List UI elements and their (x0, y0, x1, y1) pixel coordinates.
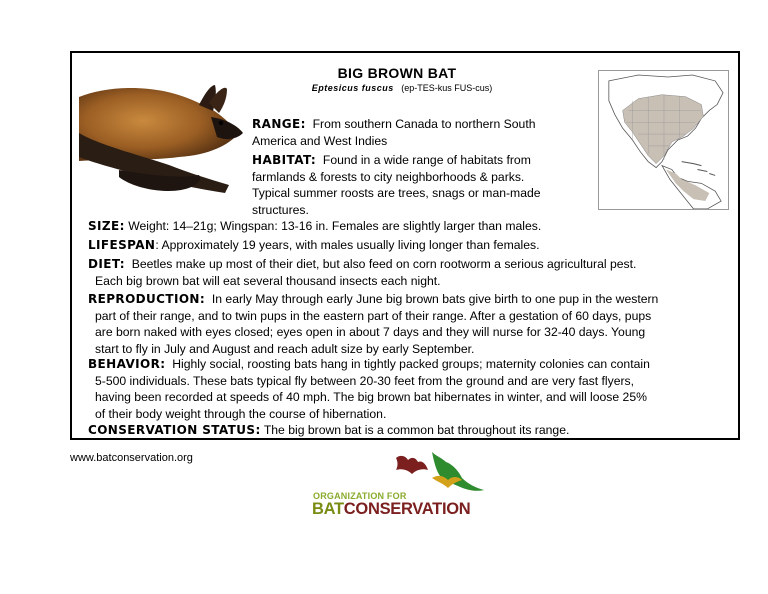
range-map-icon (598, 70, 729, 210)
habitat-line-1: Found in a wide range of habitats from (322, 153, 531, 167)
diet-line-2: Each big brown bat will eat several thousand insects each night. (95, 273, 441, 288)
size-section (88, 218, 738, 235)
diet-line-1: Beetles make up most of their diet, but also feed on corn rootworm a serious agricultural pest. (131, 257, 637, 271)
range-line-2: America and West Indies (252, 133, 388, 148)
bat-silhouettes-icon (312, 450, 492, 492)
habitat-line-2: farmlands & forests to city neighborhoods & parks. (252, 169, 525, 184)
lifespan-section (88, 237, 738, 254)
logo-main-text (312, 500, 470, 519)
reproduction-label: REPRODUCTION: (88, 292, 206, 306)
size-label: SIZE: (88, 219, 125, 233)
behavior-line-3: having been recorded at speeds of 40 mph. The big brown bat hibernates in winter, and will loose 25% (95, 390, 647, 404)
conservation-section (88, 422, 738, 439)
pronunciation: (ep-TES-kus FUS-cus) (401, 83, 493, 93)
behavior-section (88, 356, 738, 422)
conservation-label: CONSERVATION STATUS: (88, 423, 261, 437)
conservation-text: The big brown bat is a common bat throughout its range. (263, 423, 570, 437)
range-section (252, 116, 582, 149)
range-label: RANGE: (252, 117, 306, 131)
website-link[interactable]: www.batconservation.org (70, 452, 193, 464)
habitat-line-3: Typical summer roosts are trees, snags or man-made (252, 186, 541, 200)
behavior-line-4: of their body weight through the course of hibernation. (95, 406, 387, 421)
reproduction-section (88, 291, 738, 357)
organization-logo (312, 450, 492, 520)
scientific-name-line (222, 83, 582, 93)
species-card (70, 51, 740, 440)
habitat-section (252, 152, 592, 218)
lifespan-label: LIFESPAN (88, 238, 156, 252)
behavior-line-2: 5-500 individuals. These bats typical fly between 20-30 feet from the ground and are very fast flyers, (95, 373, 635, 388)
habitat-label: HABITAT: (252, 153, 317, 167)
diet-section (88, 256, 738, 289)
logo-small-text: ORGANIZATION FOR (313, 491, 407, 501)
size-text: Weight: 14–21g; Wingspan: 13-16 in. Females are slightly larger than males. (128, 219, 542, 233)
diet-label: DIET: (88, 257, 125, 271)
reproduction-line-4: start to fly in July and August and reach adult size by early September. (95, 341, 475, 356)
behavior-label: BEHAVIOR: (88, 357, 166, 371)
species-title: BIG BROWN BAT (337, 65, 457, 81)
scientific-name: Eptesicus fuscus (311, 83, 394, 93)
range-line-1: From southern Canada to northern South (312, 117, 536, 131)
habitat-line-4: structures. (252, 202, 309, 217)
lifespan-text: : Approximately 19 years, with males usually living longer than females. (155, 238, 540, 252)
reproduction-line-2: part of their range, and to twin pups in the eastern part of their range. After a gestation of 60 days, pups (95, 308, 652, 323)
bat-photo-icon (79, 75, 245, 195)
logo-bat-text: BAT (312, 500, 344, 518)
behavior-line-1: Highly social, roosting bats hang in tightly packed groups; maternity colonies can contain (172, 357, 650, 371)
logo-conservation-text: CONSERVATION (343, 500, 471, 518)
reproduction-line-3: are born naked with eyes closed; eyes open in about 7 days and they will nurse for 32-40 days. Young (95, 325, 646, 339)
reproduction-line-1: In early May through early June big brown bats give birth to one pup in the western (211, 292, 659, 306)
